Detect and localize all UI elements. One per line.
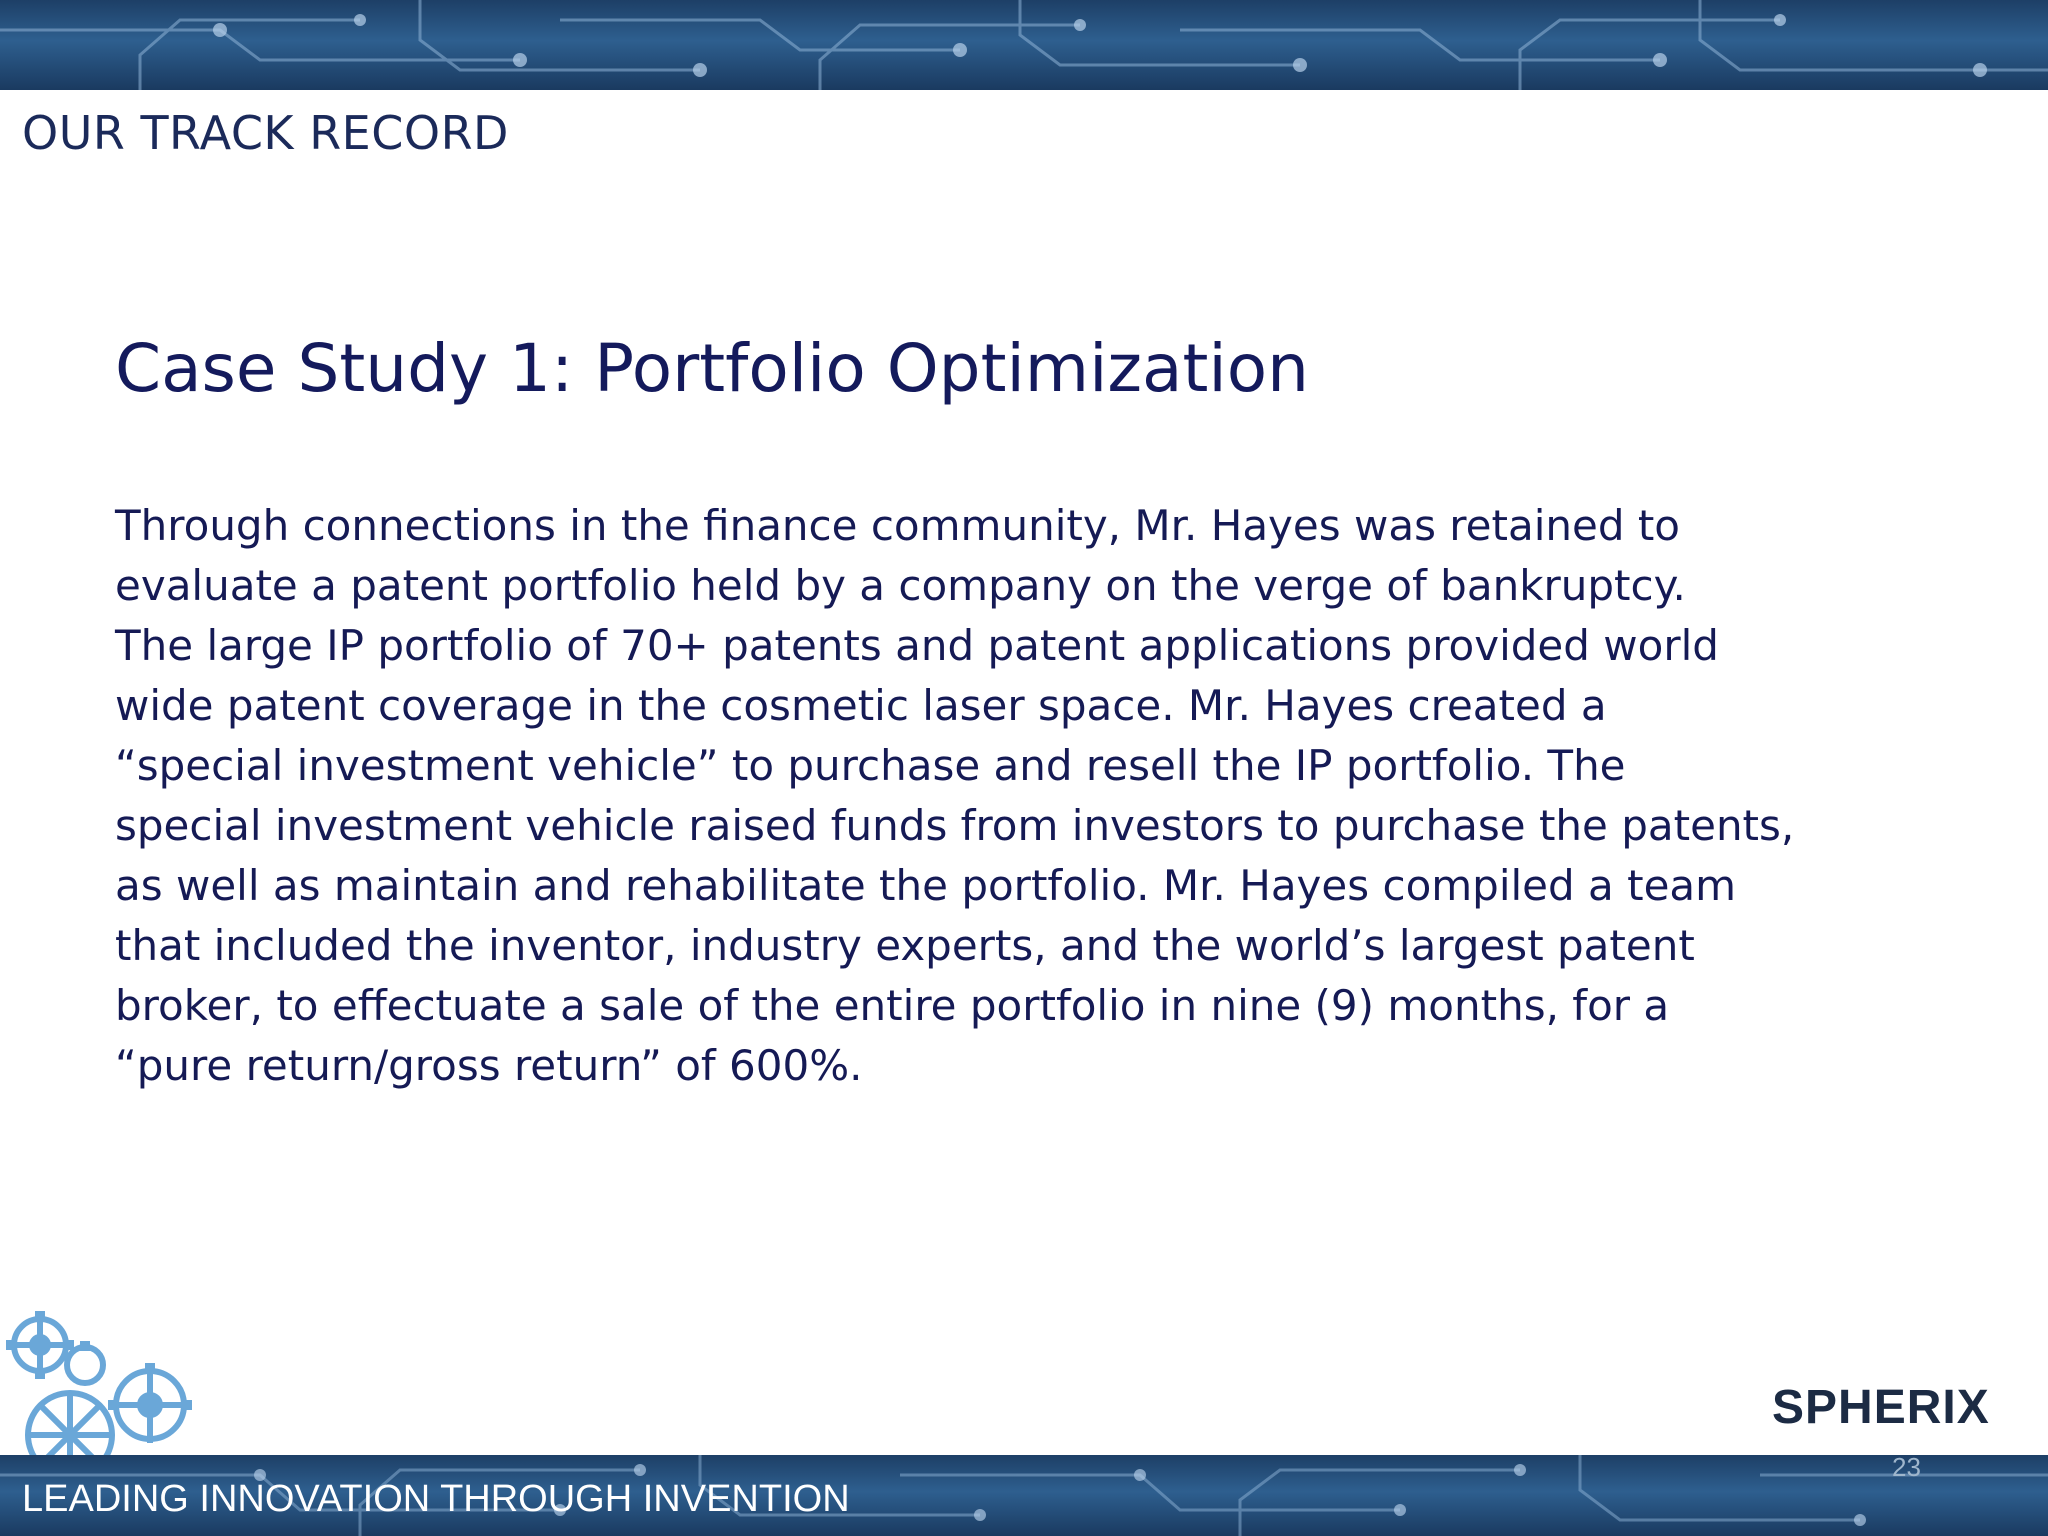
circuit-board-pattern-top [0, 0, 2048, 90]
paragraph-line: The large IP portfolio of 70+ patents and patent applications provided world [115, 621, 1719, 670]
top-circuit-banner [0, 0, 2048, 90]
paragraph-line: special investment vehicle raised funds from investors to purchase the patents, [115, 801, 1795, 850]
slide-title: Case Study 1: Portfolio Optimization [115, 330, 1309, 407]
paragraph-line: Through connections in the finance community, Mr. Hayes was retained to [115, 501, 1680, 550]
gears-icon [0, 1305, 200, 1459]
case-study-paragraph [115, 496, 1915, 1096]
paragraph-line: as well as maintain and rehabilitate the portfolio. Mr. Hayes compiled a team [115, 861, 1737, 910]
paragraph-line: wide patent coverage in the cosmetic laser space. Mr. Hayes created a [115, 681, 1607, 730]
paragraph-line: that included the inventor, industry experts, and the world’s largest patent [115, 921, 1695, 970]
page-number: 23 [1892, 1452, 1921, 1482]
paragraph-line: broker, to effectuate a sale of the entire portfolio in nine (9) months, for a [115, 981, 1670, 1030]
paragraph-line: “special investment vehicle” to purchase and resell the IP portfolio. The [115, 741, 1626, 790]
paragraph-line: “pure return/gross return” of 600%. [115, 1041, 863, 1090]
section-label: OUR TRACK RECORD [22, 106, 509, 160]
spherix-logo: SPHERIX [1772, 1381, 1990, 1434]
footer-tagline: LEADING INNOVATION THROUGH INVENTION [22, 1478, 850, 1520]
paragraph-line: evaluate a patent portfolio held by a company on the verge of bankruptcy. [115, 561, 1686, 610]
